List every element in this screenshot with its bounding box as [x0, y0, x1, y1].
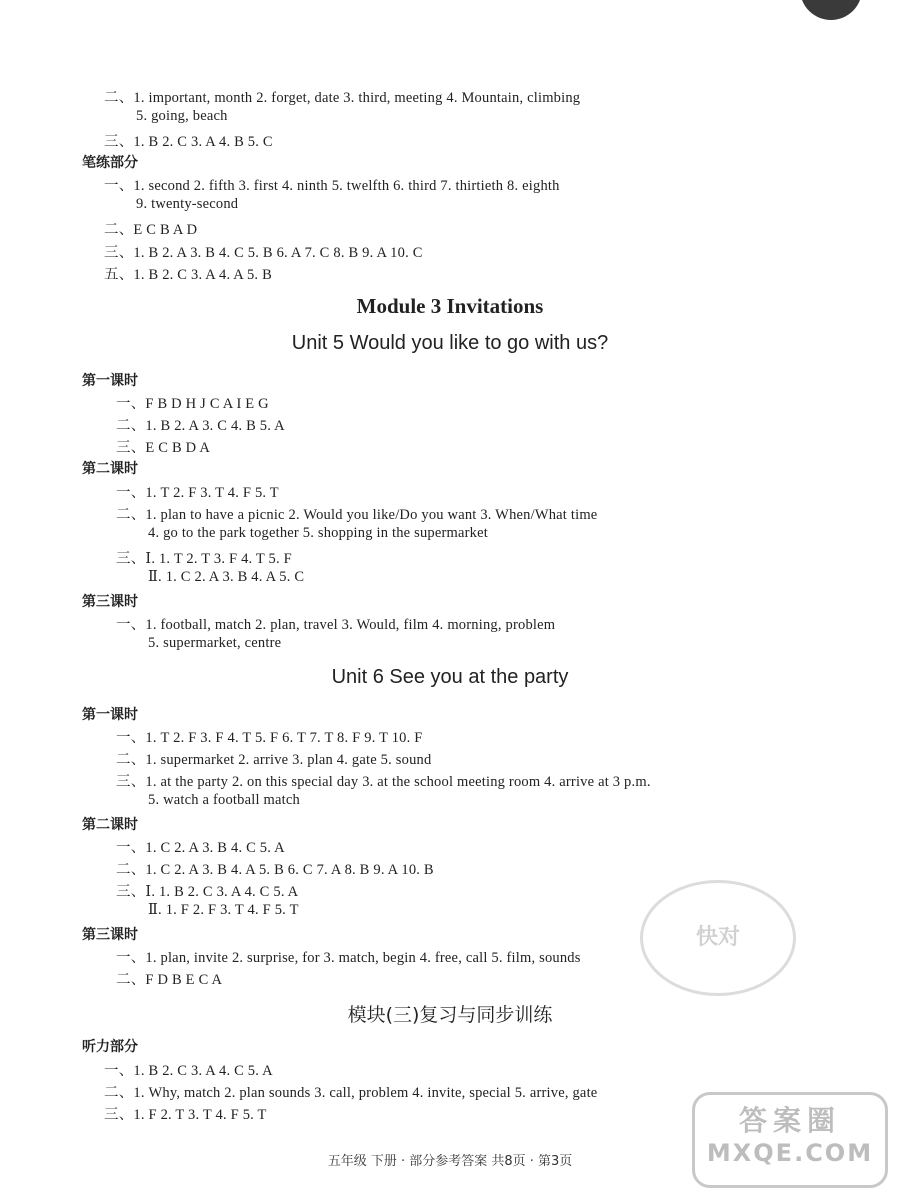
answer-line: 一、1. C 2. A 3. B 4. C 5. A — [116, 840, 285, 856]
answer-line: 三、E C B D A — [116, 440, 211, 456]
answer-line: 5. watch a football match — [148, 792, 300, 808]
answer-line: 一、F B D H J C A I E G — [116, 396, 269, 412]
answer-line: 二、E C B A D — [104, 222, 198, 238]
unit6-title: Unit 6 See you at the party — [331, 666, 569, 688]
watermark-stamp: 快对 — [640, 880, 796, 996]
answer-line: 二、1. plan to have a picnic 2. Would you like/Do you want 3. When/What time — [116, 507, 598, 523]
answer-line: 5. going, beach — [136, 108, 228, 124]
watermark-logo-bottom: MXQE.COM — [706, 1139, 874, 1167]
unit5-title: Unit 5 Would you like to go with us? — [291, 332, 609, 354]
answer-line: 三、1. B 2. A 3. B 4. C 5. B 6. A 7. C 8. B 9. A 10. C — [104, 245, 423, 261]
section-label: 笔练部分 — [82, 155, 138, 171]
answer-line: 二、1. C 2. A 3. B 4. A 5. B 6. C 7. A 8. B 9. A 10. B — [116, 862, 434, 878]
module-title: Module 3 Invitations — [356, 294, 544, 318]
answer-line: 二、1. supermarket 2. arrive 3. plan 4. gate 5. sound — [116, 752, 432, 768]
answer-line: 一、1. T 2. F 3. F 4. T 5. F 6. T 7. T 8. F 9. T 10. F — [116, 730, 423, 746]
lesson-label: 第一课时 — [82, 707, 138, 723]
watermark-logo-top: 答案圈 — [738, 1104, 841, 1137]
answer-line: 4. go to the park together 5. shopping in the supermarket — [148, 525, 488, 541]
answer-line: 一、1. football, match 2. plan, travel 3. Would, film 4. morning, problem — [116, 617, 556, 633]
answer-line: 二、1. B 2. A 3. C 4. B 5. A — [116, 418, 285, 434]
lesson-label: 第二课时 — [82, 817, 138, 833]
answer-line: 二、F D B E C A — [116, 972, 223, 988]
answer-line: 三、1. at the party 2. on this special day 3. at the school meeting room 4. arrive at 3 p.m. — [116, 774, 651, 790]
answer-line: 一、1. T 2. F 3. T 4. F 5. T — [116, 485, 279, 501]
watermark-logo — [692, 1092, 888, 1188]
answer-line: Ⅱ. 1. C 2. A 3. B 4. A 5. C — [148, 569, 305, 585]
answer-line: 一、1. plan, invite 2. surprise, for 3. match, begin 4. free, call 5. film, sounds — [116, 950, 581, 966]
answer-line: 9. twenty-second — [136, 196, 239, 212]
answer-line: 一、1. B 2. C 3. A 4. C 5. A — [104, 1063, 273, 1079]
lesson-label: 第三课时 — [82, 927, 138, 943]
answer-line: Ⅱ. 1. F 2. F 3. T 4. F 5. T — [148, 902, 299, 918]
answer-line: 二、1. important, month 2. forget, date 3. third, meeting 4. Mountain, climbing — [104, 90, 581, 106]
lesson-label: 第一课时 — [82, 373, 138, 389]
answer-line: 二、1. Why, match 2. plan sounds 3. call, problem 4. invite, special 5. arrive, gate — [104, 1085, 598, 1101]
answer-line: 三、Ⅰ. 1. B 2. C 3. A 4. C 5. A — [116, 884, 299, 900]
lesson-label: 第二课时 — [82, 461, 138, 477]
page-corner-decoration — [800, 0, 862, 20]
review-title: 模块(三)复习与同步训练 — [347, 1004, 553, 1026]
answer-line: 三、1. F 2. T 3. T 4. F 5. T — [104, 1107, 267, 1123]
answer-line: 五、1. B 2. C 3. A 4. A 5. B — [104, 267, 272, 283]
answer-line: 一、1. second 2. fifth 3. first 4. ninth 5. twelfth 6. third 7. thirtieth 8. eighth — [104, 178, 560, 194]
page-footer: 五年级 下册 · 部分参考答案 共8页 · 第3页 — [327, 1154, 573, 1169]
answer-line: 三、Ⅰ. 1. T 2. T 3. F 4. T 5. F — [116, 551, 292, 567]
answer-line: 5. supermarket, centre — [148, 635, 282, 651]
section-label: 听力部分 — [82, 1039, 138, 1055]
answer-line: 三、1. B 2. C 3. A 4. B 5. C — [104, 134, 273, 150]
lesson-label: 第三课时 — [82, 594, 138, 610]
